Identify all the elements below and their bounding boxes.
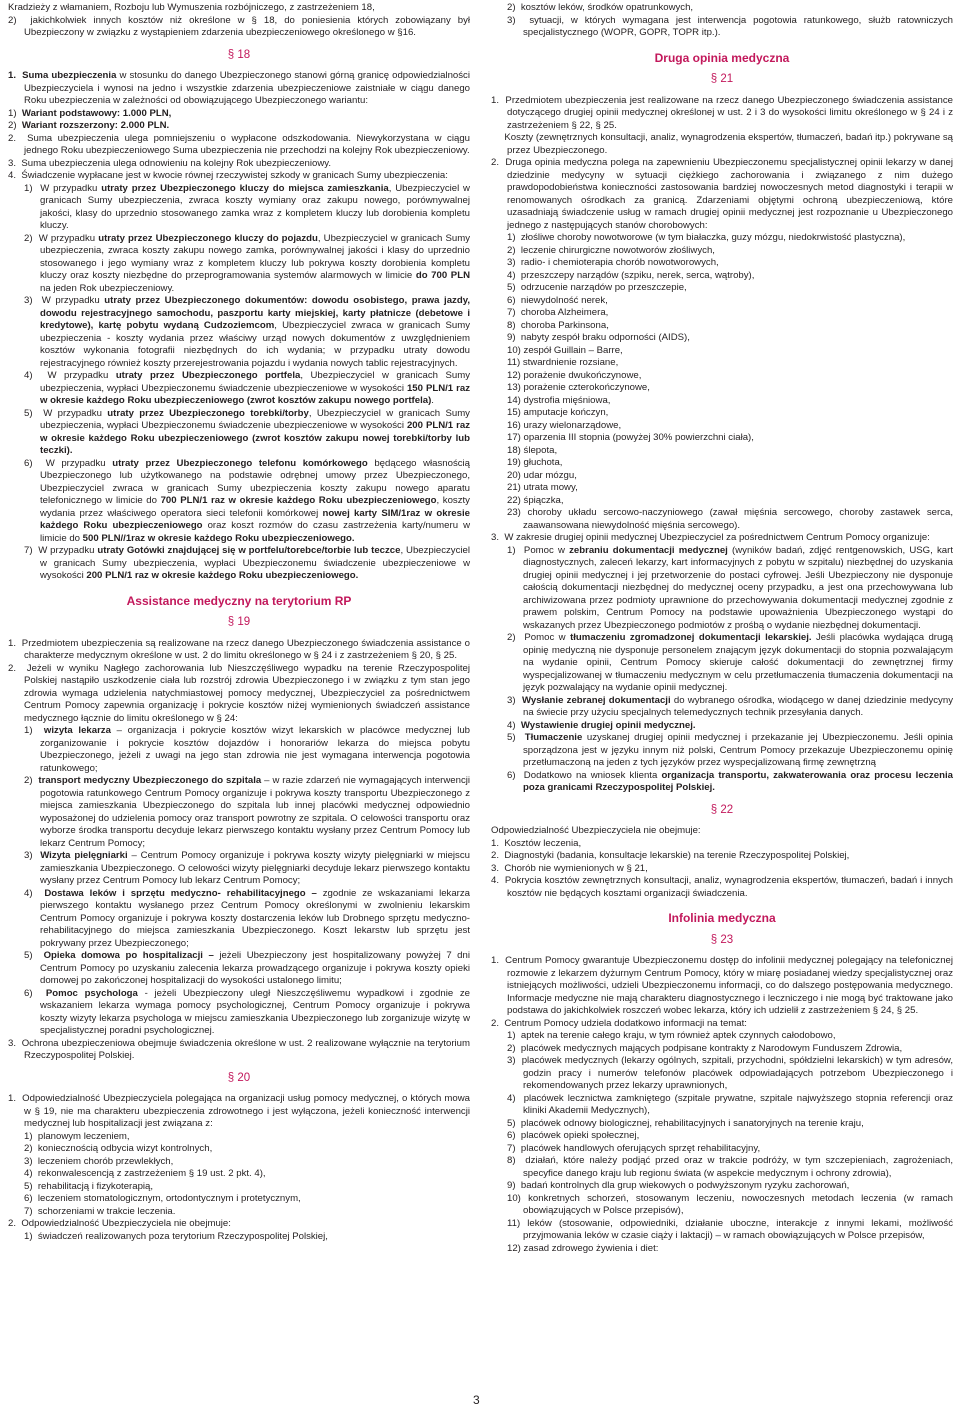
bold-text: Tłumaczenie [524,732,583,743]
text-run: 4) przeszczepy narządów (szpiku, nerek, serca, wątroby), [507,269,755,281]
paragraph [491,257,953,270]
text-run: 2) kosztów leków, środków opatrunkowych, [507,2,694,13]
text-run: Jeśli placówka wydająca drugą opinię medyczną nie dysponuje personelem znającym język dokumentacji do stopnia pozwalającym na wydanie opinii, Centrum Pomocy skieruje całość dokumentacji do zewnętrznej firmy wyspecjalizowanej w tłumaczeniu medycznym w celu przetłumaczenia tłumaczenia dokumentacji na język pozwalający na wydanie opinii medycznej. [523,632,953,693]
text-run: na jeden Rok ubezpieczeniowy. [40,282,175,294]
bold-text: transport medyczny Ubezpieczonego do szpitala [38,775,262,786]
paragraph [8,1168,470,1181]
paragraph [8,170,470,183]
text-run: , Ubezpieczyciel w granicach Sumy ubezpieczenia, zwraca koszty wymiany oraz zakupu nowego, porównywalnej jakości, klasy do uprzednio stosowanego zamka wraz z kompletem kluczy lub dorobienia kompletu kluczy. [40,182,470,231]
paragraph [491,407,953,420]
paragraph [8,888,470,951]
text-run: uzyskanej drugiej opinii medycznej i przekazanie jej Ubezpieczonemu. Jeśli opinia sporządzona jest w języku innym niż polski, Centrum Pomocy przekazuje Ubezpieczonemu opinię przetłumaczoną na jeden z tych języków przez wyspecjalizowaną firmę zewnętrzną [523,732,953,768]
text-run: 14) dystrofia mięśniowa, [507,394,611,406]
text-run: 3) radio- i chemioterapia chorób nowotworowych, [507,257,719,268]
text-run: 3) [507,694,522,706]
paragraph [491,863,953,876]
paragraph [491,1030,953,1043]
paragraph [491,770,953,795]
bold-text: tłumaczeniu zgromadzonej dokumentacji lekarskiej. [570,632,812,643]
paragraph [491,132,953,157]
text-run: – organizacja i pokrycie kosztów wizyt lekarskich w placówce medycznej lub zorganizowanie i pokrycie kosztów dojazdów i honorariów lekarza do miejsca pobytu Ubezpieczonego, jeżeli z uwagi na jego stan zdrowia nie jest wymagana interwencja pogotowia ratunkowego; [40,725,470,774]
paragraph [8,15,470,40]
text-run: 15) amputacje kończyn, [507,407,609,418]
text-run: 1) Pomoc w [507,544,570,556]
text-run: 2) leczenie chirurgiczne nowotworów złośliwych, [507,244,715,256]
paragraph [491,332,953,345]
paragraph [491,825,953,838]
bold-text: 1. Suma ubezpieczenia [8,70,117,81]
paragraph [491,320,953,333]
section-heading [491,912,953,925]
left-column [8,2,470,1243]
paragraph [491,1018,953,1031]
text-run: 5) placówek odnowy biologicznej, rehabilitacyjnych i sanatoryjnych na terenie kraju, [507,1117,864,1129]
bold-text: utraty przez Ubezpieczonego dokumentów: dowodu osobistego, prawa jazdy, dowodu rejestracyjnego samochodu, paszportu karty miejskiej, karty płatnicze (debetowe i kredytowe), kartę pobytu wydaną Cudzoziemcom [40,295,471,331]
text-run: 23) choroby układu sercowo-naczyniowego (zawał mięśnia sercowego, choroby zastawek serca, zaawansowana niewydolność mięśnia sercowego). [507,507,953,531]
paragraph [8,1181,470,1194]
text-run: 2) W przypadku [24,232,99,244]
text-run: 10) zespół Guillain – Barre, [507,344,623,356]
bold-text: Opieka domowa po hospitalizacji – [43,950,214,961]
text-run: Koszty (zewnętrznych konsultacji, analiz, wynagrodzenia ekspertów, tłumaczeń, badań itp.) pokrywane są przez Ubezpieczonego. [491,132,953,156]
paragraph [491,507,953,532]
paragraph [8,70,470,108]
text-run: 13) porażenie czterokończynowe, [507,382,650,393]
bold-text: Wysłanie zebranej dokumentacji [522,694,671,706]
bold-text: 200 PLN/1 raz w okresie każdego Roku ubezpieczeniowego. [86,570,359,581]
paragraph [491,482,953,495]
text-run: 5) rehabilitacją i fizykoterapią, [24,1180,154,1192]
bold-text: wizyta lekarza [43,725,111,736]
text-run: 2. Jeżeli w wyniku Nagłego zachorowania lub Nieszczęśliwego wypadku na terenie Rzeczypospolitej Polskiej nastąpiło uszkodzenie ciała lub rozstrój zdrowia Ubezpieczonego i w związku z tym stan jego zdrowia wymaga udzielenia natychmiastowej pomocy medycznej, Ubezpieczyciel za pośrednictwem Centrum Pomocy zapewnia organizację i pokrycie kosztów niżej wymienionych świadczeń assistance medycznego łącznie do limitu określonego w § 24: [8,662,470,724]
text-run: . [431,395,434,406]
paragraph [8,108,470,121]
paragraph [491,282,953,295]
text-run: (wyników badań, zdjęć rentgenowskich, USG, kart diagnostycznych, zaleceń lekarzy, kart informacyjnych z pobytu w szpitalu) niezbędnej do uzyskania drugiej opinii medycznej i jej przetworzenie do postaci cyfrowej. Jeśli Ubezpieczony nie dysponuje całością dokumentacji niezbędnej do medycznej oceny przypadku, a jest ona przechowywana lub archiwizowana przez podmioty uprawnione do przechowywania dokumentacji medycznej zgodnie z prawem polskim, Centrum Pomocy na podstawie upoważnienia Ubezpieczonego wystąpi do wskazanych przez Ubezpieczonego podmiotów z prośbą o wydanie niezbędnej dokumentacji. [523,544,953,631]
section-number [491,804,953,817]
section-number [491,73,953,86]
section-number [8,1072,470,1085]
text-run: 10) konkretnych schorzeń, stosowanym leczeniu, nowoczesnych metodach leczenia (w ramach obowiązujących w Polsce przepisów), [507,1192,953,1216]
paragraph [491,1218,953,1243]
paragraph [8,183,470,233]
paragraph [491,1130,953,1143]
bold-text: 500 PLN//1raz w okresie każdego Roku ubezpieczeniowego. [82,532,355,544]
paragraph [491,357,953,370]
text-run: 9) nabyty zespół braku odporności (AIDS), [507,332,690,343]
text-run: 5) [24,950,44,961]
text-run: 5) W przypadku [24,407,108,419]
text-run: 11) stwardnienie rozsiane, [507,357,619,368]
paragraph [491,1193,953,1218]
paragraph [491,95,953,133]
text-run: 3. W zakresie drugiej opinii medycznej Ubezpieczyciel za pośrednictwem Centrum Pomocy organizuje: [491,532,930,543]
text-run: 2. Druga opinia medyczna polega na zapewnieniu Ubezpieczonemu specjalistycznej opinii lekarzy w danej dziedzinie medycyny w sytuacji ciężkiego zachorowania i związanego z nim dużego prawdopodobieństwa konieczności zastosowania bardziej nowoczesnych metod diagnostyki i terapii w renomowanych ośrodkach za granicą. Zdarzeniami objętymi ochroną ubezpieczeniową, które uzasadniają świadczenie usług w ramach drugiej opinii medycznej jest rozpoznanie u Ubezpieczonego jednego z następujących stanów chorobowych: [491,157,953,231]
text-run: Druga opinia medyczna [654,50,790,65]
paragraph [8,1093,470,1131]
text-run: 1. Kosztów leczenia, [491,837,582,849]
text-run: 20) udar mózgu, [507,469,577,481]
text-run: , Ubezpieczyciel w granicach Sumy ubezpieczenia, wypłaci Ubezpieczonemu świadczenie ubezpieczeniowe w wysokości [40,545,471,581]
text-run: , Ubezpieczyciel w granicach Sumy ubezpieczenia, zwraca koszty zakupu nowego zamka, porównywalnej jakości i klasy do uprzednio stosowanego i jego wymiany wraz z kompletem kluczy lub pokrywa koszty dorobienia kompletu kluczy oraz koszty niezbędne do przeprogramowania systemów alarmowych w limicie [40,232,470,281]
paragraph [491,1093,953,1118]
text-run: 6) [24,987,46,999]
paragraph [491,232,953,245]
paragraph [491,1243,953,1256]
text-run: w stosunku do danego Ubezpieczonego stanowi górną granicę odpowiedzialności Ubezpieczyciela i wynosi na jedno i wszystkie zdarzenia ubezpieczeniowe zaistniałe w ciągu danego Roku ubezpieczenia w zależności od obowiązującego Ubezpieczonego wariantu: [24,70,470,106]
text-run: , Ubezpieczyciel w granicach Sumy ubezpieczenia, wypłaci Ubezpieczonemu świadczenie ubezpieczeniowe w wysokości [40,407,470,431]
text-run: 2. Odpowiedzialność Ubezpieczyciela nie obejmuje: [8,1218,231,1229]
paragraph [491,875,953,900]
text-run: 3. Ochrona ubezpieczeniowa obejmuje świadczenia określone w ust. 2 realizowane wyłącznie na terytorium Rzeczypospolitej Polskiej. [8,1037,470,1061]
text-run: – Centrum Pomocy organizuje i pokrywa koszty wizyty pielęgniarki w miejscu zamieszkania Ubezpieczonego. O celowości wizyty pielęgniarki decyduje lekarz pierwszego kontaktu wysłany przez Centrum Pomocy lub lekarz Centrum Pomocy; [40,850,470,886]
paragraph [491,545,953,633]
paragraph [491,1055,953,1093]
paragraph [491,955,953,1018]
paragraph [8,370,470,408]
text-run: 1) planowym leczeniem, [24,1130,130,1142]
bold-text: zebraniu dokumentacji medycznej [569,544,728,556]
text-run: do wybranego ośrodka, wiodącego w danej dziedzinie medycyny na świecie przy użyciu specjalnych telemedycznych technik przesyłania danych. [523,694,953,718]
paragraph [491,720,953,733]
paragraph [491,850,953,863]
text-run: zgodnie ze wskazaniami lekarza pierwszego kontaktu wysłanego przez Centrum Pomocy określonymi w zwolnieniu lekarskim Centrum Pomocy organizuje i pokrywa koszty dostarczenia leków lub Drobnego sprzętu medyczno-rehabilitacyjnego do miejsca zamieszkania Ubezpieczonego. Koszt lekarstw lub sprzętu jest pokrywany przez Ubezpieczonego; [40,887,470,949]
paragraph [491,295,953,308]
text-run: 3) [24,850,41,861]
paragraph [491,382,953,395]
text-run: 6) placówek opieki społecznej, [507,1130,640,1141]
bold-text: 700 PLN/1 raz w okresie każdego Roku ubezpieczeniowego [160,495,437,506]
paragraph [491,270,953,283]
text-run: 9) badań kontrolnych dla grup wiekowych o podwyższonym ryzyku zachorowań, [507,1180,850,1191]
text-run: 4) [24,887,45,899]
paragraph [491,732,953,770]
text-run: § 18 [227,48,251,61]
text-run: 2. Suma ubezpieczenia ulega pomniejszeniu o wypłacone odszkodowania. Niewykorzystana w ciągu jednego Roku ubezpieczeniowego Suma ubezpieczenia nie przechodzi na kolejny Rok ubezpieczeniowy. [8,132,470,156]
text-run: 21) utrata mowy, [507,482,578,493]
text-run: - jeżeli Ubezpieczony uległ Nieszczęśliwemu wypadkowi i zgodnie ze wskazaniem lekarza wymaga pomocy psychologicznej, Centrum Pomocy organizuje i pokrywa koszty wizyty lekarza psychologa w miejscu zamieszkania Ubezpieczonego lub zorganizuje wizytę w specjalistycznej poradni psychologicznej. [40,987,470,1036]
text-run: 2. Centrum Pomocy udziela dodatkowo informacji na temat: [491,1017,747,1029]
text-run: 17) oparzenia III stopnia (powyżej 30% powierzchni ciała), [507,432,754,443]
bold-text: Wizyta pielęgniarki [40,850,128,861]
text-run: 11) leków (stosowanie, odpowiedniki, działanie uboczne, interakcje z innymi lekami, możliwość przyjmowania leków w czasie ciąży i laktacji) – w ramach obowiązujących w Polsce przepisów, [507,1217,953,1241]
text-run: 19) głuchota, [507,457,563,468]
text-run: 2) placówek medycznych mających podpisane kontrakty z Narodowym Funduszem Zdrowia, [507,1042,903,1054]
paragraph [8,158,470,171]
text-run: 8) choroba Parkinsona, [507,319,609,331]
text-run: 1) [24,725,44,736]
paragraph [491,632,953,695]
paragraph [491,245,953,258]
section-number [8,49,470,62]
paragraph [491,345,953,358]
text-run: 3) placówek medycznych (lekarzy ogólnych, szpitali, przychodni, spółdzielni lekarskich) w tym adresów, godzin pracy i numerów telefonów placówek odpowiadających potrzebom Ubezpieczonego i rekomendowanych przez lekarzy uprawnionych, [507,1055,953,1091]
paragraph [491,470,953,483]
bold-text: Dostawa leków i sprzętu medyczno- rehabilitacyjnego – [44,887,317,899]
text-run: 7) choroba Alzheimera, [507,307,609,318]
bold-text: Pomoc psychologa [45,987,138,999]
bold-text: 200 PLN/1 raz w okresie każdego Roku ubezpieczeniowego (zwrot kosztów zakupu nowej torebki/torby lub teczki). [40,420,470,456]
text-run: § 21 [710,73,734,85]
paragraph [491,838,953,851]
text-run: Infolinia medyczna [668,911,776,925]
section-number [8,616,470,629]
text-run: 4. Pokrycia kosztów zewnętrznych konsultacji, analiz, wynagrodzenia ekspertów, tłumaczeń, badań i innych kosztów nie będących kosztami organizacji świadczenia. [491,875,953,899]
text-run: 6) W przypadku [24,457,113,469]
paragraph [491,445,953,458]
text-run: – w razie zdarzeń nie wymagających interwencji pogotowia ratunkowego Centrum Pomocy organizuje i pokrywa koszty transportu Ubezpieczonego z miejsca zamieszkania Ubezpieczonego do szpitala lub innej placówki medycznej odpowiednio wyposażonej do udzielenia pomocy oraz transport powrotny ze szpitala. O celowości transportu oraz wyborze środka transportu decyduje lekarz pierwszego kontaktu wysłany przez Centrum Pomocy lub lekarz Centrum Pomocy; [40,775,471,849]
bold-text: utraty przez Ubezpieczonego kluczy do miejsca zamieszkania [101,182,389,194]
bold-text: Wystawienie drugiej opinii medycznej. [520,719,696,731]
text-run: 5) [507,732,525,743]
text-run: 2) koniecznością odbycia wizyt kontrolnych, [24,1143,213,1154]
paragraph [8,133,470,158]
text-run: § 23 [710,933,734,946]
bold-text: Wariant rozszerzony: 2.000 PLN. [21,120,170,131]
paragraph [8,1038,470,1063]
paragraph [491,370,953,383]
text-run: 6) leczeniem stomatologicznym, ortodontycznym i protetycznym, [24,1193,301,1204]
text-run: 1. Przedmiotem ubezpieczenia są realizowane na rzecz danego Ubezpieczonego świadczenia assistance o charakterze medycznym określone w ust. 2 do limitu określonego w § 24 i z zastrzeżeniem § 20, § 25. [8,637,470,661]
text-run: Assistance medyczny na terytorium RP [126,593,352,608]
paragraph [8,120,470,133]
paragraph [8,950,470,988]
text-run: 7) placówek handlowych oferujących sprzęt rehabilitacyjny, [507,1142,761,1154]
text-run: 22) śpiączka, [507,494,564,506]
paragraph [491,15,953,40]
paragraph [491,1155,953,1180]
paragraph [8,1156,470,1169]
paragraph [8,1231,470,1244]
text-run: 2) Pomoc w [507,632,571,643]
paragraph [491,157,953,232]
text-run: 3) leczeniem chorób przewlekłych, [24,1155,174,1167]
paragraph [8,233,470,296]
paragraph [8,1218,470,1231]
bold-text: do 700 PLN [415,270,470,281]
paragraph [491,457,953,470]
paragraph [491,495,953,508]
paragraph [8,775,470,850]
paragraph [491,1180,953,1193]
bold-text: utraty przez Ubezpieczonego torebki/torby [107,407,309,419]
text-run: 18) ślepota, [507,444,558,456]
paragraph [8,850,470,888]
bold-text: utraty przez Ubezpieczonego telefonu komórkowego [112,457,368,469]
paragraph [8,638,470,663]
text-run: 4) [507,719,521,731]
paragraph [491,395,953,408]
text-run: 1. Centrum Pomocy gwarantuje Ubezpieczonemu dostęp do infolinii medycznej polegający na telefonicznej rozmowie z lekarzem dyżurnym Centrum Pomocy, który w miarę posiadanej wiedzy specjalistycznej oraz istniejących możliwości, udzieli Ubezpieczonemu informacji, co do dalszego postępowania medycznego. Informacje medyczne nie mają charakteru diagnostycznego i leczniczego i nie mogą być traktowane jako podstawa do jakichkolwiek roszczeń wobec lekarza, który ich udzielił z zastrzeżeniem § 24, § 25. [491,955,953,1016]
paragraph [491,432,953,445]
text-run: 4) W przypadku [24,370,116,381]
paragraph [8,988,470,1038]
bold-text: nowej karty SIM/1raz w okresie każdego Roku ubezpieczeniowego [40,507,470,531]
text-run: będącego własnością Ubezpieczonego lub użytkowanego na podstawie odrębnej umowy przez Ubezpieczonego, Ubezpieczyciel zwraca w granicach Sumy ubezpieczenia koszty zakupu nowego aparatu telefonicznego w limicie do [40,457,471,506]
text-run: 6) Dodatkowo na wniosek klienta [507,769,662,781]
page-number: 3 [473,1393,480,1407]
text-run: , koszty wydania przez właściwego operatora sieci telefonii komórkowej [40,495,470,519]
paragraph [8,295,470,370]
bold-text: organizacja transportu, zakwaterowania oraz procesu leczenia poza granicami Rzeczypospolitej Polskiej. [523,769,953,793]
paragraph [8,458,470,546]
text-run: 2) [24,775,39,786]
paragraph [491,2,953,15]
paragraph [491,420,953,433]
text-run: 1) W przypadku [24,182,102,194]
paragraph [8,2,470,15]
paragraph [8,1193,470,1206]
text-run: , Ubezpieczyciel w granicach Sumy ubezpieczenia, wypłaci Ubezpieczonemu świadczenie ubezpieczeniowe w wysokości [40,370,471,394]
paragraph [8,1131,470,1144]
text-run: § 22 [710,803,734,816]
paragraph [8,408,470,458]
text-run: 7) schorzeniami w trakcie leczenia. [24,1205,176,1217]
text-run: jeżeli Ubezpieczony jest hospitalizowany powyżej 7 dni Centrum Pomocy po uzyskaniu zalecenia lekarza prowadzącego organizuje i pokrywa koszty opieki domowej po zakończonej hospitalizacji do wysokości ustalonego limitu; [40,950,470,986]
text-run: § 20 [227,1071,251,1084]
text-run: 3) sytuacji, w których wymagana jest interwencja pogotowia ratunkowego, służb ratowniczych specjalistycznego (WOPR, GOPR, TOPR itp.). [507,14,953,38]
text-run: 4) rekonwalescencją z zastrzeżeniem § 19 ust. 2 pkt. 4), [24,1168,266,1179]
paragraph [8,725,470,775]
text-run: 3. Suma ubezpieczenia ulega odnowieniu na kolejny Rok ubezpieczeniowy. [8,157,332,169]
text-run: oraz koszt rozmów do czasu zastrzeżenia karty/numeru w limicie do [40,520,470,544]
text-run: 1. Przedmiotem ubezpieczenia jest realizowane na rzecz danego Ubezpieczonego świadczenia assistance dotyczącego drugiej opinii medycznej określonej w ust. 2 i 3 do wysokości limitu określonego w § 24 i z zastrzeżeniem § 22, § 25. [491,94,953,131]
text-run: 2) [8,120,22,131]
bold-text: Wariant podstawowy: 1.000 PLN, [21,107,172,119]
text-run: 1. Odpowiedzialność Ubezpieczyciela polegająca na organizacji usług pomocy medycznej, o których mowa w § 19, nie ma charakteru ubezpieczenia zdrowotnego i jest wyłączona, jeżeli konieczność interwencji medycznej lub hospitalizacji jest związana z: [8,1093,470,1129]
text-run: 1) złośliwe choroby nowotworowe (w tym białaczka, guzy mózgu, niedokrwistość plastyczna), [507,232,906,243]
paragraph [491,1043,953,1056]
paragraph [491,1143,953,1156]
text-run: , Ubezpieczyciel zwraca w granicach Sumy ubezpieczenia - koszty wydania przez właściwy urząd nowych dokumentów z uwzględnieniem kosztów wykonania fotografii niezbędnych do ich wydania; w przypadku utraty dowodu rejestracyjnego również koszty przerejestrowania pojazdu i wydania nowych tablic rejestracyjnych. [40,320,470,369]
paragraph [491,1118,953,1131]
text-run: 4. Świadczenie wypłacane jest w kwocie równej rzeczywistej szkody w granicach Sumy ubezpieczenia: [8,170,448,181]
text-run: 5) odrzucenie narządów po przeszczepie, [507,282,687,293]
text-run: 3) W przypadku [24,295,105,306]
text-run: Kradzieży z włamaniem, Rozboju lub Wymuszenia rozbójniczego, z zastrzeżeniem 18, [8,2,375,13]
bold-text: utraty Gotówki znajdującej się w portfelu/torebce/torbie lub teczce [97,545,401,556]
right-column [491,2,953,1255]
text-run: 1) [8,107,22,119]
text-run: 16) urazy wielonarządowe, [507,419,622,431]
paragraph [491,695,953,720]
section-heading [8,595,470,608]
paragraph [8,1143,470,1156]
paragraph [491,532,953,545]
bold-text: 150 PLN/1 raz w okresie każdego Roku ubezpieczeniowego (zwrot kosztów zakupu nowego portfela) [40,382,470,406]
text-run: 7) W przypadku [24,545,98,556]
text-run: 1) aptek na terenie całego kraju, w tym również aptek czynnych całodobowo, [507,1030,836,1041]
text-run: 3. Chorób nie wymienionych w § 21, [491,862,648,874]
text-run: 4) placówek lecznictwa zamkniętego (szpitale prywatne, szpitale najwyższego stopnia referencji oraz kliniki Akademii Medycznych), [507,1092,953,1116]
text-run: 12) zasad zdrowego żywienia i diet: [507,1242,659,1254]
section-number [491,934,953,947]
paragraph [491,307,953,320]
paragraph [8,1206,470,1219]
text-run: 1) świadczeń realizowanych poza terytorium Rzeczypospolitej Polskiej, [24,1230,328,1242]
text-run: Odpowiedzialność Ubezpieczyciela nie obejmuje: [491,825,701,836]
text-run: 8) działań, które należy podjąć przed oraz w trakcie podróży, w tym szczepieniach, zagrożeniach, specyfice danego kraju lub regionu świata (w aspekcie medycznym i ochrony zdrowia), [507,1155,953,1179]
text-run: 12) porażenie dwukończynowe, [507,369,642,381]
text-run: 6) niewydolność nerek, [507,294,608,306]
bold-text: utraty przez Ubezpieczonego portfela [115,370,301,381]
text-run: 2. Diagnostyki (badania, konsultacje lekarskie) na terenie Rzeczypospolitej Polskiej, [491,850,850,861]
paragraph [8,545,470,583]
bold-text: utraty przez Ubezpieczonego kluczy do pojazdu [98,232,318,244]
paragraph [8,663,470,726]
text-run: 2) jakichkolwiek innych kosztów niż określone w § 18, do poniesienia których zobowiązany był Ubezpieczony w związku z wystąpieniem zdarzenia ubezpieczeniowego określonego w §16. [8,14,470,38]
text-run: § 19 [227,616,251,628]
section-heading [491,52,953,65]
